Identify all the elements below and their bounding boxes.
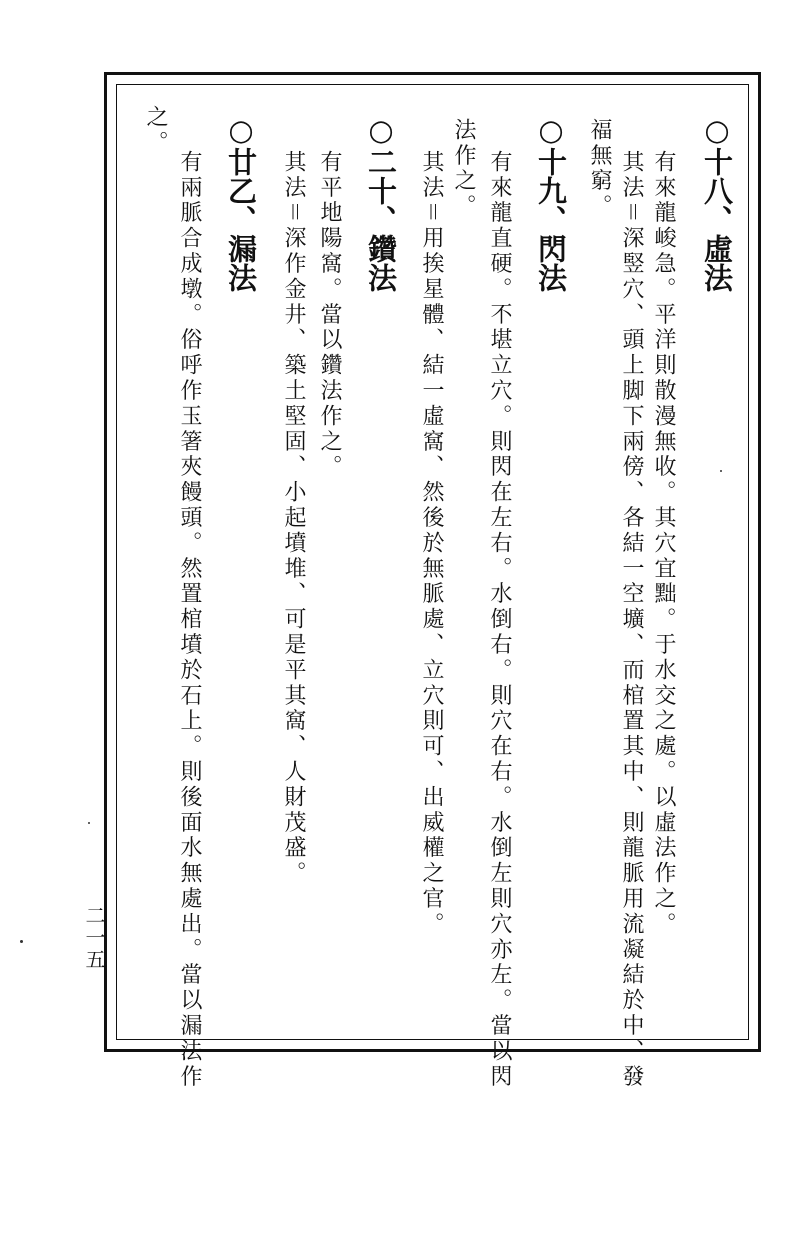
section-19-line-3: 其法＝用挨星體、結一虛窩、然後於無脈處、立穴則可、出威權之官。 [419, 150, 444, 938]
section-21-line-2: 之。 [143, 105, 168, 156]
scan-speck [88, 822, 90, 824]
section-heading-21: ○廿乙、漏法 [224, 113, 258, 292]
section-19-line-1: 有來龍直硬。不堪立穴。則閃在左右。水倒右。則穴在右。水倒左則穴亦左。當以閃 [487, 150, 512, 1090]
section-19-line-2: 法作之。 [451, 118, 476, 220]
section-18-line-3: 福無窮。 [587, 118, 612, 220]
scan-speck [20, 940, 23, 943]
scan-speck [720, 470, 722, 472]
section-18-line-1: 有來龍峻急。平洋則散漫無收。其穴宜黜。于水交之處。以虛法作之。 [651, 150, 676, 938]
section-heading-19: ○十九、閃法 [534, 113, 568, 292]
section-heading-18: ○十八、虛法 [700, 113, 734, 292]
section-21-line-1: 有兩脈合成墩。俗呼作玉箸夾饅頭。然置棺墳於石上。則後面水無處出。當以漏法作 [177, 150, 202, 1090]
section-heading-20: ○二十、鑽法 [364, 113, 398, 292]
section-20-line-2: 其法＝深作金井、築土堅固、小起墳堆、可是平其窩、人財茂盛。 [281, 150, 306, 887]
section-18-line-2: 其法＝深竪穴、頭上脚下兩傍、各結一空壙、而棺置其中、則龍脈用流凝結於中、發 [619, 150, 644, 1090]
page-number: 二一五 [82, 905, 106, 971]
section-20-line-1: 有平地陽窩。當以鑽法作之。 [317, 150, 342, 481]
